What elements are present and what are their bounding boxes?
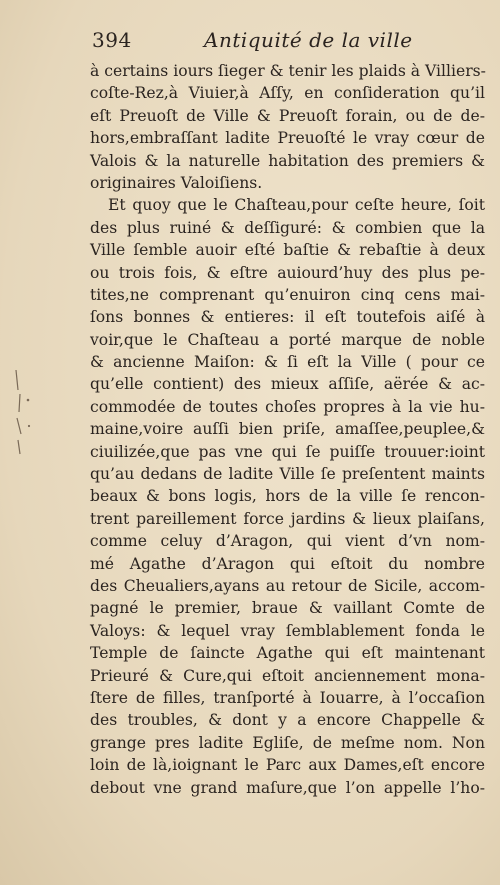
- text-line: ſtere de filles, tranſporté à Iouarre, à l’occaſion: [90, 688, 485, 707]
- text-line: Ville ſemble auoir eſté baſtie & rebaſtie à deux: [90, 241, 485, 260]
- text-line: comme celuy d’Aragon, qui vient d’vn nom-: [90, 532, 485, 551]
- text-line: pagné le premier, braue & vaillant Comte de: [90, 599, 485, 618]
- page-body-text: [90, 60, 485, 799]
- text-line: qu’elle contient) des mieux aſſiſe, aërée & ac-: [90, 375, 485, 394]
- page-header: [92, 28, 492, 58]
- text-line: Valois & la naturelle habitation des premiers &: [90, 151, 485, 170]
- text-line: ciuilizée,que pas vne qui ſe puiſſe trouuer:ioint: [90, 442, 485, 461]
- text-line: Temple de ſaincte Agathe qui eſt maintenant: [90, 644, 485, 663]
- text-line: originaires Valoiſiens.: [90, 173, 263, 192]
- page-number: 394: [92, 28, 132, 52]
- text-line: maine,voire auſſi bien priſe, amaſſee,peuplee,&: [90, 420, 485, 439]
- text-line: grange pres ladite Egliſe, de meſme nom. Non: [90, 733, 485, 752]
- text-line: ſons bonnes & entieres: il eſt toutefois aiſé à: [90, 308, 485, 327]
- text-line: Valoys: & lequel vray ſemblablement fonda le: [90, 621, 485, 640]
- text-line: trent pareillement force jardins & lieux plaiſans,: [90, 509, 485, 528]
- text-line: voir,que le Chaſteau a porté marque de noble: [90, 330, 485, 349]
- text-line: mé Agathe d’Aragon qui eſtoit du nombre: [90, 554, 485, 573]
- text-line: loin de là,ioignant le Parc aux Dames,eſt encore: [90, 756, 485, 775]
- text-line: tites,ne comprenant qu’enuiron cinq cens mai-: [90, 285, 485, 304]
- text-line: debout vne grand maſure,que l’on appelle l’ho-: [90, 778, 485, 797]
- text-line: qu’au dedans de ladite Ville ſe preſentent maints: [90, 465, 485, 484]
- text-line: des Cheualiers,ayans au retour de Sicile, accom-: [90, 576, 485, 595]
- text-line: beaux & bons logis, hors de la ville ſe rencon-: [90, 487, 485, 506]
- text-line: Et quoy que le Chaſteau,pour ceſte heure, ſoit: [108, 196, 485, 215]
- running-title: Antiquité de la ville: [204, 28, 413, 52]
- text-line: ou trois fois, & eſtre auiourd’huy des plus pe-: [90, 263, 485, 282]
- text-line: à certains iours ſieger & tenir les plaids à Villiers-: [90, 62, 486, 80]
- text-line: eſt Preuoſt de Ville & Preuoſt forain, ou de de-: [90, 106, 485, 125]
- margin-annotation-marks: [8, 360, 38, 460]
- text-line: Prieuré & Cure,qui eſtoit anciennement mona-: [90, 666, 485, 685]
- text-line: & ancienne Maiſon: & ſi eſt la Ville ( pour ce: [90, 353, 485, 372]
- text-line: des plus ruiné & deſſiguré: & combien que la: [90, 218, 485, 237]
- text-line: coſte-Rez,à Viuier,à Aſſy, en conſideration qu’il: [90, 84, 485, 103]
- text-line: des troubles, & dont y a encore Chappelle &: [90, 711, 485, 730]
- text-line: commodée de toutes choſes propres à la vie hu-: [90, 397, 485, 416]
- text-line: hors,embraſſant ladite Preuoſté le vray cœur de: [90, 129, 485, 148]
